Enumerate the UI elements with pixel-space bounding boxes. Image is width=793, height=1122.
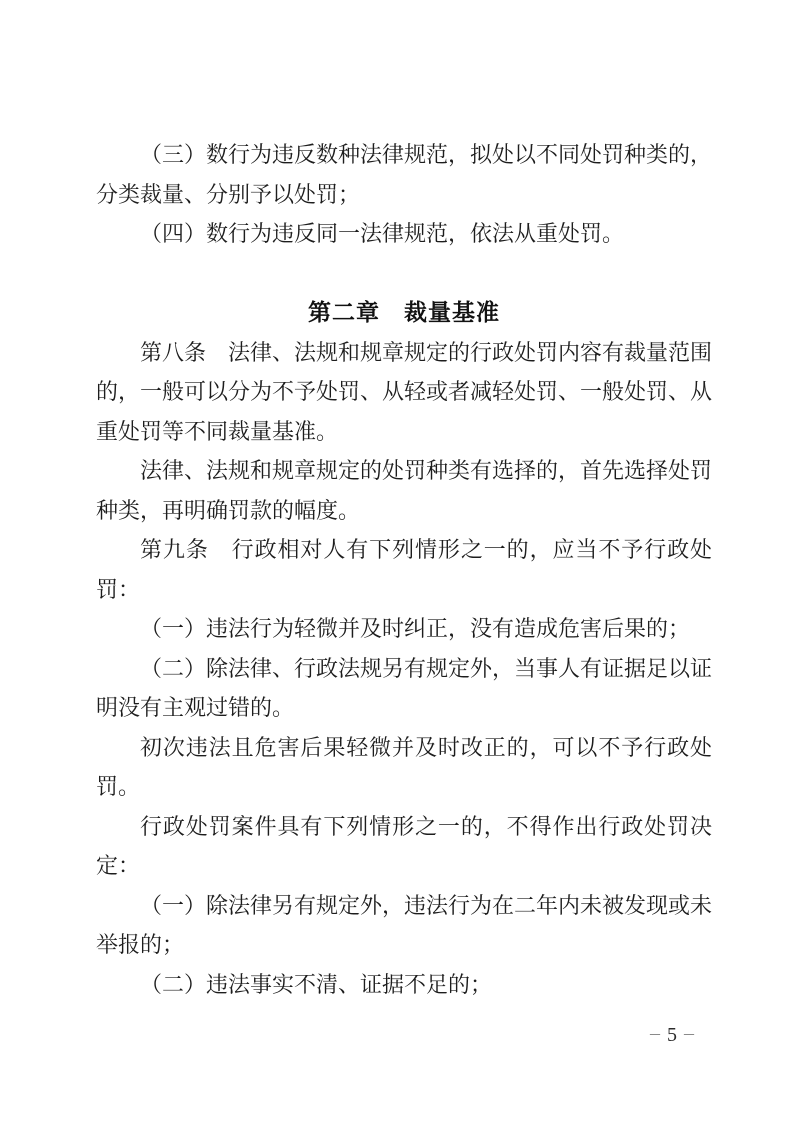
paragraph: （一）违法行为轻微并及时纠正，没有造成危害后果的； (140, 616, 691, 641)
page-number (643, 1024, 701, 1046)
paragraph: （三）数行为违反数种法律规范，拟处以不同处罚种类的，分类裁量、分别予以处罚； (96, 142, 713, 207)
paragraph: （二）违法事实不清、证据不足的； (140, 971, 493, 997)
paragraph: 法律、法规和规章规定的处罚种类有选择的，首先选择处罚种类，再明确罚款的幅度。 (96, 458, 713, 523)
paragraph: 第八条 法律、法规和规章规定的行政处罚内容有裁量范围的，一般可以分为不予处罚、从轻或者减轻处罚、一般处罚、从重处罚等不同裁量基准。 (96, 339, 713, 444)
paragraph: （四）数行为违反同一法律规范，依法从重处罚。 (140, 221, 625, 246)
paragraph: （二）除法律、行政法规另有规定外，当事人有证据足以证明没有主观过错的。 (96, 655, 713, 720)
paragraph: （一）除法律另有规定外，违法行为在二年内未被发现或未举报的； (96, 892, 713, 957)
page-number-value: 5 (667, 1024, 677, 1046)
paragraph: 初次违法且危害后果轻微并及时改正的，可以不予行政处罚。 (96, 734, 712, 799)
page-number-dash-right: – (684, 1022, 694, 1044)
paragraph: 行政处罚案件具有下列情形之一的，不得作出行政处罚决定： (96, 813, 712, 878)
chapter-heading: 第二章 裁量基准 (308, 299, 500, 325)
page-number-dash-left: – (650, 1022, 660, 1044)
document-body (96, 135, 712, 1004)
paragraph: 第九条 行政相对人有下列情形之一的，应当不予行政处罚： (96, 537, 712, 602)
